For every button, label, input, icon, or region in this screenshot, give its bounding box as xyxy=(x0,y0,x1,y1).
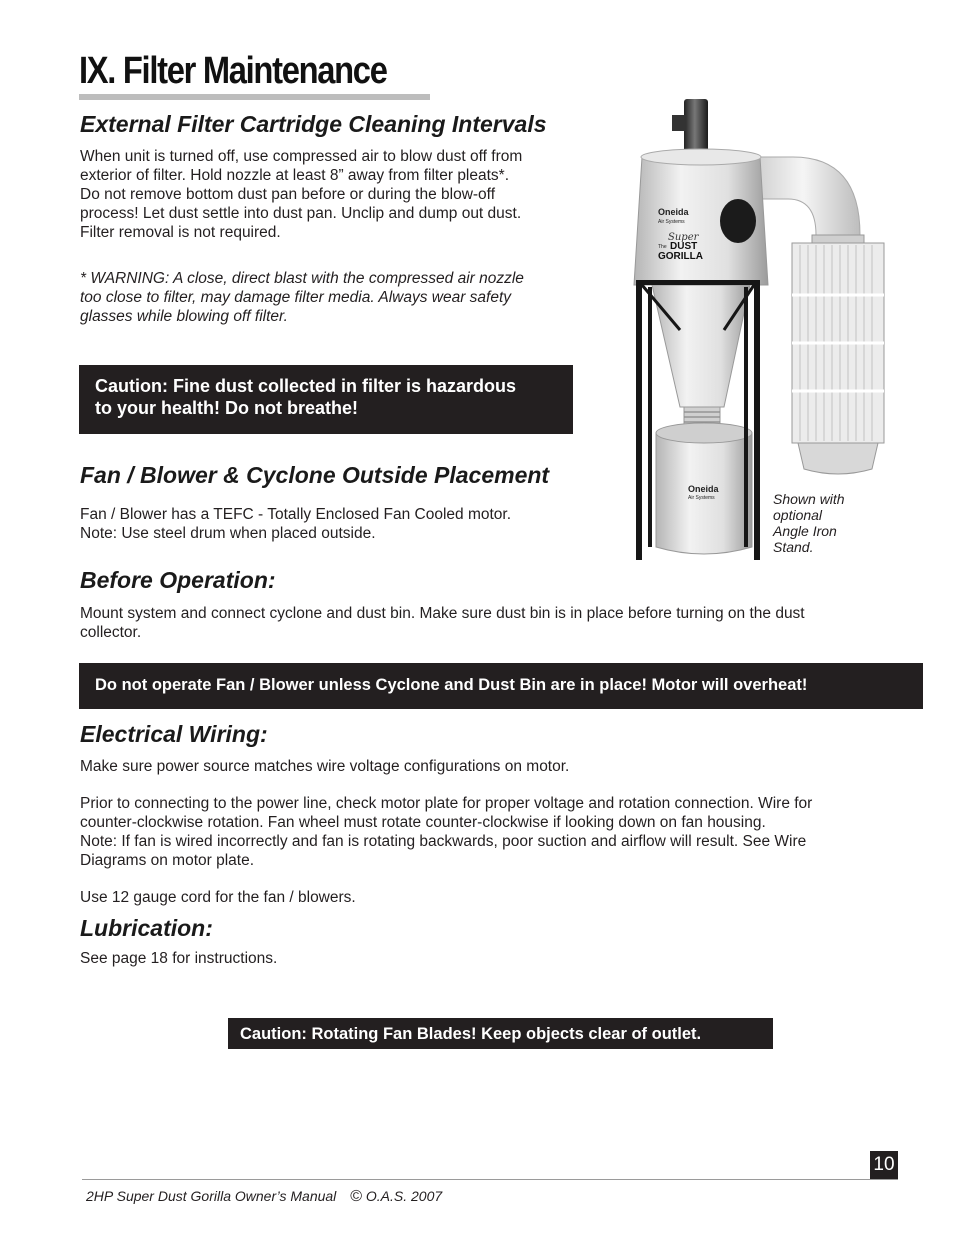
text-line: Mount system and connect cyclone and dust bin. Make sure dust bin is in place before turning on the dust xyxy=(80,605,805,622)
caption-line: optional xyxy=(773,507,823,523)
overheat-notice-text: Do not operate Fan / Blower unless Cyclone and Dust Bin are in place! Motor will overheat! xyxy=(95,676,808,694)
electrical-p3: Use 12 gauge cord for the fan / blowers. xyxy=(80,889,356,906)
caution-line: to your health! Do not breathe! xyxy=(95,398,358,418)
electrical-p2 xyxy=(80,794,910,870)
electrical-wiring-heading: Electrical Wiring: xyxy=(80,721,268,747)
overheat-notice-box xyxy=(79,663,923,709)
gorilla-label: GORILLA xyxy=(658,251,703,262)
lubrication-heading: Lubrication: xyxy=(80,915,213,941)
fan-blade-caution-box xyxy=(228,1018,773,1049)
title-underline xyxy=(79,94,430,100)
warning-line: too close to filter, may damage filter media. Always wear safety xyxy=(80,289,512,306)
text-line: exterior of filter. Hold nozzle at least 8” away from filter pleats*. xyxy=(80,167,510,184)
text-line: Do not remove bottom dust pan before or during the blow-off xyxy=(80,186,496,203)
electrical-p1: Make sure power source matches wire voltage configurations on motor. xyxy=(80,758,570,775)
text-line: counter-clockwise rotation. Fan wheel must rotate counter-clockwise if looking down on fan housing. xyxy=(80,814,766,831)
bin-brand-sub-label: Air Systems xyxy=(688,495,715,501)
manual-title: 2HP Super Dust Gorilla Owner’s Manual xyxy=(86,1188,337,1204)
text-line: When unit is turned off, use compressed air to blow dust off from xyxy=(80,148,523,165)
copyright-text: O.A.S. 2007 xyxy=(365,1188,443,1204)
figure-caption xyxy=(773,491,883,555)
before-operation-heading: Before Operation: xyxy=(80,567,276,593)
super-label: Super xyxy=(668,232,699,243)
caption-line: Angle Iron xyxy=(773,523,837,539)
placement-text xyxy=(80,505,580,543)
the-label: The xyxy=(658,244,667,250)
text-line: Filter removal is not required. xyxy=(80,224,281,241)
bin-brand-label: Oneida xyxy=(688,484,719,494)
warning-line: * WARNING: A close, direct blast with the compressed air nozzle xyxy=(80,270,524,287)
external-filter-heading: External Filter Cartridge Cleaning Intervals xyxy=(80,111,547,137)
dust-label: DUST xyxy=(670,241,698,252)
text-line: Note: If fan is wired incorrectly and fan is rotating backwards, poor suction and airflow will result. See Wire xyxy=(80,833,807,850)
text-line: collector. xyxy=(80,624,142,641)
warning-line: glasses while blowing off filter. xyxy=(80,308,288,325)
placement-heading: Fan / Blower & Cyclone Outside Placement xyxy=(80,462,550,488)
copyright-symbol: © xyxy=(350,1188,362,1205)
caption-line: Stand. xyxy=(773,539,814,555)
footer xyxy=(86,1188,442,1206)
text-line: process! Let dust settle into dust pan. Unclip and dump out dust. xyxy=(80,205,522,222)
external-filter-text xyxy=(80,147,580,242)
before-operation-text xyxy=(80,604,910,642)
warning-note xyxy=(80,269,580,326)
brand-sub-label: Air Systems xyxy=(658,219,685,225)
lubrication-text: See page 18 for instructions. xyxy=(80,950,278,967)
caution-line: Caution: Fine dust collected in filter is hazardous xyxy=(95,376,517,396)
caption-line: Shown with xyxy=(773,491,845,507)
brand-label: Oneida xyxy=(658,207,689,217)
fan-blade-caution-text: Caution: Rotating Fan Blades! Keep objects clear of outlet. xyxy=(240,1025,702,1043)
text-line: Note: Use steel drum when placed outside. xyxy=(80,525,376,542)
text-line: Fan / Blower has a TEFC - Totally Enclosed Fan Cooled motor. xyxy=(80,506,512,523)
dust-caution-box xyxy=(79,365,573,434)
page-title: IX. Filter Maintenance xyxy=(79,50,387,92)
page-number: 10 xyxy=(870,1151,898,1179)
text-line: Diagrams on motor plate. xyxy=(80,852,255,869)
footer-rule xyxy=(82,1179,898,1180)
text-line: Prior to connecting to the power line, check motor plate for proper voltage and rotation connection. Wire for xyxy=(80,795,813,812)
